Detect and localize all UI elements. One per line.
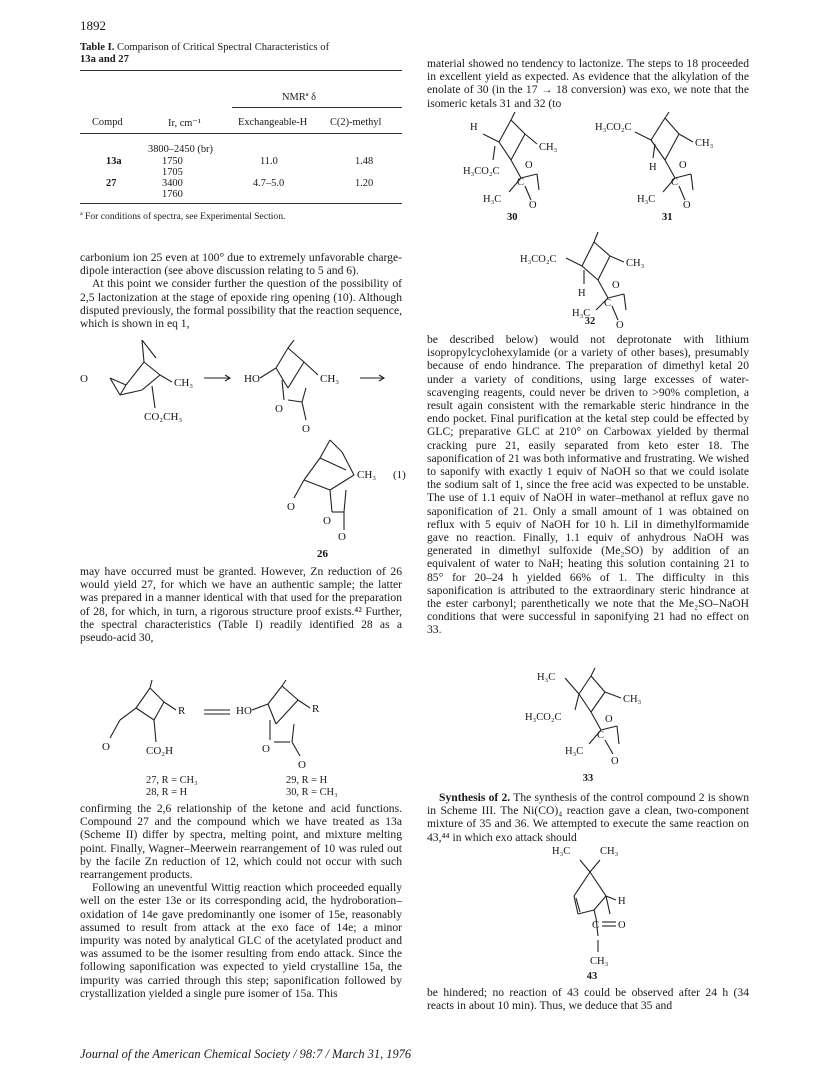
table-cell: 3400 [162, 178, 183, 189]
atom-h: H [470, 122, 478, 133]
atom-h3c: H₃C [552, 846, 571, 857]
paragraph: be hindered; no reaction of 43 could be observed after 24 h (34 reacts in about 10 min). Thus, we deduce that 35 and [427, 986, 749, 1013]
atom-o: O [683, 200, 691, 211]
atom-c: C [604, 298, 612, 309]
compound-label-31: 31 [662, 212, 673, 223]
compound-label-30b: 30, R = CH₃ [286, 787, 338, 798]
atom-o: O [611, 756, 619, 767]
table-nmr-rule [232, 107, 402, 108]
atom-ch3: CH₃ [590, 956, 609, 967]
section-heading: Synthesis of 2. [439, 791, 511, 804]
atom-h: H [578, 288, 586, 299]
paragraph: may have occurred must be granted. However, Zn reduction of 26 would yield 27, for which we have an authentic sample; the latter was prepared in a manner identical with that used for the preparation of 28, for which, in turn, a rigorous structure proof exists.⁴² Further, the spectral characteristics (Table I) readily identified 28 as a pseudo-acid 30, [80, 565, 402, 645]
atom-ch3: CH₃ [357, 469, 377, 481]
table-col-exch: Exchangeable-H [238, 117, 308, 128]
atom-o: O [616, 320, 624, 330]
atom-h3c: H₃C [565, 746, 584, 757]
ketone-structure-43 [540, 840, 670, 970]
atom-r: R [312, 703, 320, 715]
left-text-block-3 [80, 802, 402, 1000]
atom-o: O [612, 280, 620, 291]
paragraph: material showed no tendency to lactonize. The steps to 18 proceeded in excellent yield as expected. As evidence that the alkylation of the enolate of 30 (in the 17 → 18 conversion) was exo, we note that the isomeric ketals 31 and 32 (to [427, 57, 749, 110]
atom-o: O [529, 200, 537, 211]
table-top-rule [80, 70, 402, 71]
atom-o: O [80, 373, 88, 385]
table-cell: 1750 [162, 156, 183, 167]
atom-ch3: CH₃ [600, 846, 619, 857]
right-text-block-2 [427, 333, 749, 637]
atom-h3c: H₃C [483, 194, 502, 205]
table-cell: 1.20 [355, 178, 374, 189]
atom-o: O [525, 160, 533, 171]
atom-h3c: H₃C [572, 308, 591, 319]
table-label: Table I. [80, 42, 115, 53]
atom-co2h: CO₂H [146, 745, 174, 757]
table-nmr-header: NMRª δ [282, 92, 317, 103]
atom-ch3: CH₃ [320, 373, 340, 385]
compound-label-29: 29, R = H [286, 775, 328, 786]
pseudo-acid-lactone-structure [252, 680, 310, 756]
atom-o: O [302, 423, 310, 435]
table-cell: 27 [106, 178, 117, 189]
atom-h: H [649, 162, 657, 173]
atom-r: R [178, 705, 186, 717]
ketal-structure-33 [525, 668, 685, 772]
compound-label-26: 26 [317, 548, 328, 560]
keto-acid-structure [110, 680, 176, 742]
compound-label-32: 32 [584, 316, 596, 327]
table-cell: 1.48 [355, 156, 374, 167]
atom-h3c: H₃C [637, 194, 656, 205]
atom-o: O [338, 531, 346, 543]
atom-ch3: CH₃ [623, 694, 642, 705]
left-text-block-1 [80, 251, 402, 330]
atom-ho: HO [244, 373, 260, 385]
atom-o: O [275, 403, 283, 415]
hydroxy-lactone-structure [260, 340, 318, 420]
compound-label-27: 27, R = CH₃ [146, 775, 198, 786]
atom-h3co2c: H₃CO₂C [525, 712, 562, 723]
paragraph: be described below) would not deprotonate with lithium isopropylcyclohexylamide (or a variety of other bases), presumably because of endo hindrance. The preparation of dimethyl ketal 20 under a variety of conditions, using large excesses of water-scavenging reagents, could never be driven to >90% completion, a result again consistent with the remarkable steric hindrance in the endo pocket. Final purification at the ketal step could be effected by GLC; preparative GLC at 210° on Carbowax yielded by thermal cracking pure 21, easily separated from keto ester 18. The saponification of 21 was both informative and frustrating. We wished to saponify with exactly 1 equiv of NaOH so that we could isolate the sodium salt of 1, since the free acid was expected to be unstable. The use of 1.1 equiv of NaOH in water–methanol at reflux gave no saponification of 21. Only a small amount of 1 was obtained on reflux with 5 equiv of NaOH for 10 h. LiI in dimethylformamide gave no reaction. Finally, 1.1 equiv of anhydrous NaOH was generated in dimethyl sulfoxide (Me₂SO) by addition of an equivalent of water to NaH; heating this solution containing 21 to 85° for 20–24 h yielded 66% of 1. The difficulty in this saponification is attributed to the extraordinary steric hindrance at the ester carbonyl; parenthetically we note that the Me₂SO–NaOH conditions that were successful in saponifying 21 had no effect on 33. [427, 333, 749, 637]
atom-c: C [597, 730, 605, 741]
atom-h3co2c: H₃CO₂C [595, 122, 632, 133]
epoxide-ester-structure [110, 340, 172, 408]
table-col-methyl: C(2)-methyl [330, 117, 382, 128]
atom-ch3: CH₃ [695, 138, 714, 149]
ketal-structures-30-31 [455, 112, 755, 224]
paragraph: carbonium ion 25 even at 100° due to extremely unfavorable charge-dipole interaction (see above discussion relating to 5 and 6). [80, 251, 402, 278]
ketal-structure-30 [483, 112, 539, 200]
atom-h3co2c: H₃CO₂C [463, 166, 500, 177]
atom-h3co2c: H₃CO₂C [520, 254, 557, 265]
atom-h3c: H₃C [537, 672, 556, 683]
table-cell: 13a [106, 156, 122, 167]
ketal-structure-31 [635, 112, 693, 200]
right-text-block-4 [427, 986, 749, 1012]
paragraph: At this point we consider further the question of the possibility of 2,5 lactonization at the stage of epoxide ring opening (10). Although disputed previously, the formal possibility that the reaction sequence, which is shown in eq 1, [80, 277, 402, 331]
table-bottom-rule [80, 203, 402, 204]
left-text-block-2 [80, 565, 402, 644]
table-cell: 1760 [162, 189, 183, 200]
ketal-structure-32 [520, 228, 690, 330]
atom-o: O [679, 160, 687, 171]
atom-c: C [671, 177, 679, 188]
compound-label-43: 43 [586, 971, 598, 982]
table-caption [80, 42, 410, 66]
paragraph [427, 791, 749, 844]
table-cell: 1705 [162, 167, 183, 178]
compound-label-30: 30 [507, 212, 518, 223]
atom-o: O [262, 743, 270, 755]
atom-o: O [298, 759, 306, 771]
atom-co2ch3: CO₂CH₃ [144, 411, 183, 423]
table-cell: 3800–2450 (br) [148, 144, 213, 155]
pseudo-acid-equilibrium-scheme [100, 680, 400, 790]
atom-ch3: CH₃ [539, 142, 558, 153]
table-col-compd: Compd [92, 117, 123, 128]
atom-h: H [618, 896, 626, 907]
compound-label-33: 33 [582, 773, 594, 784]
atom-o: O [287, 501, 295, 513]
table-title-line1: Comparison of Critical Spectral Characteristics of [117, 42, 330, 53]
right-text-block-3 [427, 791, 749, 844]
atom-o: O [618, 920, 626, 931]
compound-label-28: 28, R = H [146, 787, 188, 798]
atom-c: C [592, 920, 600, 931]
paragraph-text: The synthesis of the control compound 2 is shown in Scheme III. The Ni(CO)₄ reaction gave a clean, two-component mixture of 35 and 36. We attempted to execute the same reaction on 43,⁴⁴ in which exo attack should [427, 791, 749, 844]
equation-1-scheme [80, 340, 410, 565]
atom-ho: HO [236, 705, 252, 717]
table-cell: 4.7–5.0 [253, 178, 285, 189]
atom-o: O [102, 741, 110, 753]
table-cell: 11.0 [260, 156, 278, 167]
paragraph: Following an uneventful Wittig reaction which proceeded equally well on the ester 13e or its corresponding acid, the hydroboration–oxidation of 14e gave predominantly one isomer of 15e, reasonably assumed to result from attack at the exo face of 14e; a minor impurity was noted by analytical GLC of the acetylated product and was assumed to be the isomer resulting from endo attack. Since the following saponification was expected to yield crystalline 15a, the impurity was carried through this step; saponification followed by crystallization yielded a single pure isomer of 15a. This [80, 881, 402, 1000]
journal-citation: Journal of the American Chemical Society / 98:7 / March 31, 1976 [80, 1047, 412, 1061]
table-col-ir: Ir, cm⁻¹ [168, 118, 201, 129]
atom-ch3: CH₃ [626, 258, 645, 269]
equation-number: (1) [393, 469, 406, 481]
table-footnote: ª For conditions of spectra, see Experimental Section. [80, 211, 286, 222]
atom-ch3: CH₃ [174, 377, 194, 389]
page-number: 1892 [80, 18, 106, 33]
paragraph: confirming the 2,6 relationship of the ketone and acid functions. Compound 27 and the compound which we have treated as 13a (Scheme II) differ by spectra, melting point, and mixture melting point. Finally, Wagner–Meerwein rearrangement of 10 was ruled out by the facile Zn reduction of 12, which could not occur with such rearrangement products. [80, 802, 402, 882]
table-title-line2: 13a and 27 [80, 54, 129, 65]
atom-c: C [517, 177, 525, 188]
right-text-block-1 [427, 57, 749, 110]
atom-o: O [605, 714, 613, 725]
table-header-rule [80, 133, 402, 134]
atom-o: O [323, 515, 331, 527]
